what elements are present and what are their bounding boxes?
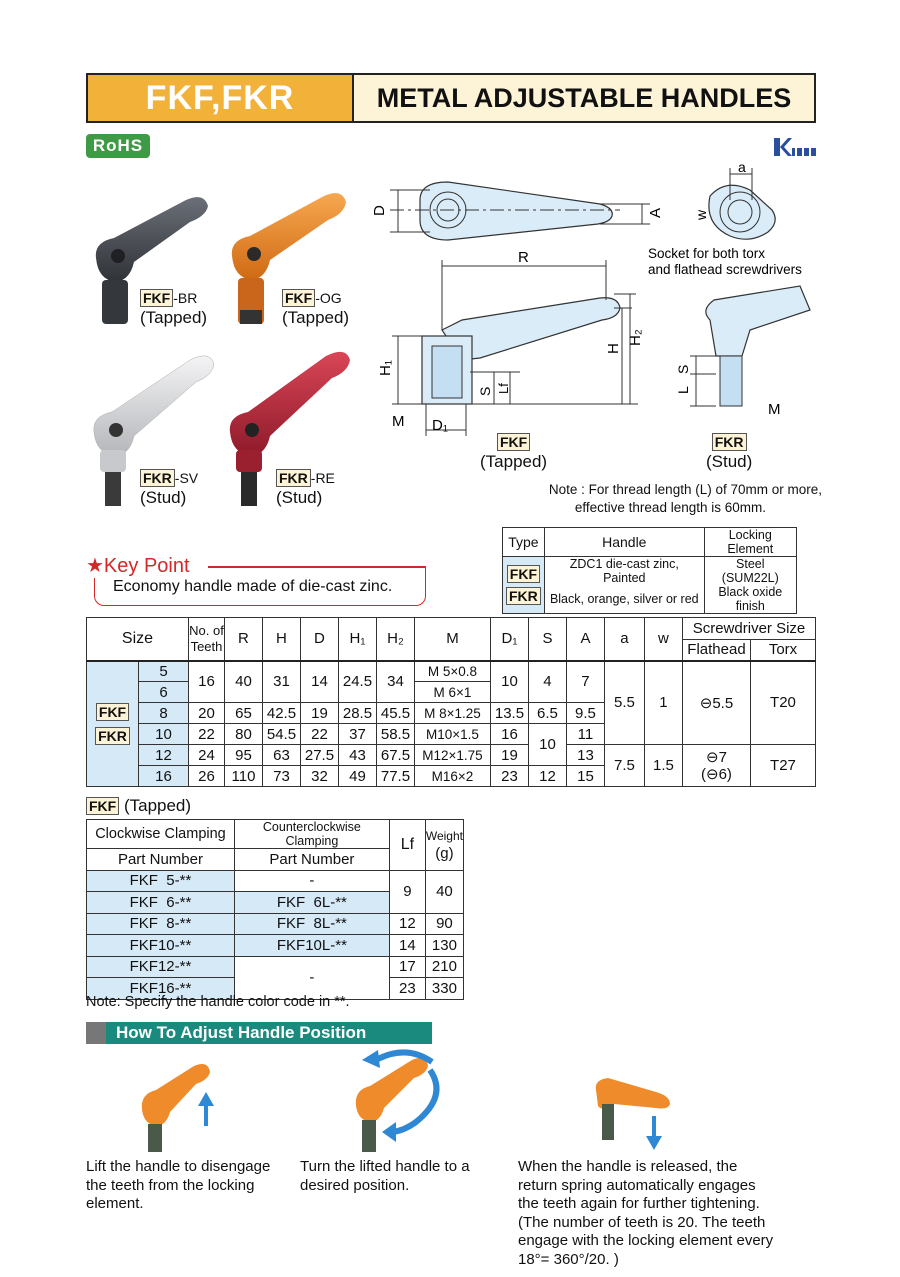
step3-line: 18°= 360°/20. ) xyxy=(518,1250,619,1268)
step3-line: return spring automatically engages xyxy=(518,1176,756,1194)
cw-part: FKF12-** xyxy=(87,956,235,978)
type-cell xyxy=(87,661,139,787)
drawing-type: (Tapped) xyxy=(480,452,548,471)
product-type: (Stud) xyxy=(140,488,187,507)
size-cell: 5 xyxy=(139,661,189,682)
flathead-alt-value: (⊖6) xyxy=(701,765,732,783)
type-tag: FKF xyxy=(86,797,119,815)
dim-label-lf: Lf xyxy=(496,383,511,394)
d-cell: 22 xyxy=(300,724,338,745)
step1-line: Lift the handle to disengage xyxy=(86,1158,271,1175)
col-teeth xyxy=(188,618,224,661)
handle-header: Handle xyxy=(544,528,704,557)
fkr-view xyxy=(706,286,810,356)
col-ccw-pn: Part Number xyxy=(234,849,389,871)
dim-label-fkr-m: M xyxy=(768,401,781,418)
part-table xyxy=(86,819,464,1000)
d1-cell: 19 xyxy=(490,745,528,766)
a-upper-cell: 9.5 xyxy=(566,703,604,724)
cw-part: FKF 5-** xyxy=(87,870,235,892)
h-cell: 31 xyxy=(262,661,300,703)
teeth-cell: 26 xyxy=(188,766,224,787)
w-cell: 1.5 xyxy=(644,745,682,787)
col-w: w xyxy=(644,618,682,661)
a-cell: 7.5 xyxy=(604,745,644,787)
side-view-insert xyxy=(432,346,462,398)
h1-cell: 37 xyxy=(338,724,376,745)
m-cell: M16×2 xyxy=(414,766,490,787)
size-cell: 8 xyxy=(139,703,189,724)
thread-note xyxy=(530,481,822,517)
rotate-arrow-icon-2 xyxy=(382,1122,396,1142)
socket-view xyxy=(709,185,775,239)
color-code: -RE xyxy=(310,470,335,486)
kipp-logo-icon xyxy=(770,134,818,160)
weight-cell: 90 xyxy=(425,913,463,935)
col-d: D xyxy=(300,618,338,661)
size-cell: 10 xyxy=(139,724,189,745)
table-row xyxy=(87,661,816,682)
teeth-cell: 20 xyxy=(188,703,224,724)
m-cell: M 6×1 xyxy=(414,682,490,703)
cw-part: FKF 8-** xyxy=(87,913,235,935)
s-cell: 4 xyxy=(528,661,566,703)
col-weight-label: Weight xyxy=(425,829,463,844)
rotate-arrow-icon xyxy=(362,1050,380,1068)
d1-cell: 23 xyxy=(490,766,528,787)
h-cell: 42.5 xyxy=(262,703,300,724)
flathead-cell: ⊖5.5 xyxy=(682,661,750,745)
col-cw: Clockwise Clamping xyxy=(87,820,235,849)
top-view xyxy=(420,182,612,240)
product-caption-br xyxy=(140,288,207,328)
r-cell: 110 xyxy=(224,766,262,787)
type-tag: FKR xyxy=(712,433,747,451)
type-table xyxy=(502,527,797,614)
dim-label-d1: D₁ xyxy=(432,417,448,434)
s-cell: 10 xyxy=(528,724,566,766)
step3-line: (The number of teeth is 20. The teeth xyxy=(518,1213,766,1231)
col-teeth-line1: No. of xyxy=(189,622,224,638)
drawing-label-fkr xyxy=(706,432,752,472)
col-a-upper: A xyxy=(566,618,604,661)
lf-cell: 9 xyxy=(389,870,425,913)
a-upper-cell: 11 xyxy=(566,724,604,745)
h-cell: 63 xyxy=(262,745,300,766)
torx-cell: T27 xyxy=(750,745,815,787)
locking-material: Steel (SUM22L) xyxy=(704,557,796,586)
r-cell: 40 xyxy=(224,661,262,703)
r-cell: 95 xyxy=(224,745,262,766)
torx-cell: T20 xyxy=(750,661,815,745)
h2-cell: 45.5 xyxy=(376,703,414,724)
product-type: (Stud) xyxy=(276,488,323,507)
product-type: (Tapped) xyxy=(140,308,208,327)
type-tag-fkf: FKF xyxy=(507,565,540,583)
d-cell: 14 xyxy=(300,661,338,703)
type-cell xyxy=(503,557,545,614)
dim-label-a: a xyxy=(738,160,746,175)
type-tag: FKR xyxy=(140,469,175,487)
a-upper-cell: 13 xyxy=(566,745,604,766)
locking-header: Locking Element xyxy=(704,528,796,557)
d1-cell: 10 xyxy=(490,661,528,703)
socket-note-line1: Socket for both torx xyxy=(648,246,766,261)
h2-cell: 34 xyxy=(376,661,414,703)
color-code: -BR xyxy=(173,290,198,306)
table-row xyxy=(87,870,464,892)
size-cell: 6 xyxy=(139,682,189,703)
ccw-part: FKF 8L-** xyxy=(234,913,389,935)
step3-line: When the handle is released, the xyxy=(518,1158,738,1175)
m-cell: M10×1.5 xyxy=(414,724,490,745)
dim-label-h2: H₂ xyxy=(627,329,644,346)
dim-label-s: S xyxy=(477,386,493,396)
size-cell: 16 xyxy=(139,766,189,787)
dim-label-w: w xyxy=(693,209,709,220)
step2-line: Turn the lifted handle to a xyxy=(300,1158,470,1175)
fkr-stud xyxy=(720,356,742,406)
cw-part: FKF10-** xyxy=(87,935,235,957)
h1-cell: 49 xyxy=(338,766,376,787)
type-tag: FKR xyxy=(276,469,311,487)
adjust-step1-image xyxy=(142,1064,214,1152)
r-cell: 80 xyxy=(224,724,262,745)
col-cw-pn: Part Number xyxy=(87,849,235,871)
key-point-title: ★Key Point xyxy=(86,553,194,578)
col-h: H xyxy=(262,618,300,661)
dim-label-r: R xyxy=(518,249,529,266)
m-cell: M 5×0.8 xyxy=(414,661,490,682)
product-code: FKF,FKR xyxy=(88,75,354,121)
weight-cell: 210 xyxy=(425,956,463,978)
page-header xyxy=(86,73,816,123)
adjust-illustrations xyxy=(86,1046,726,1154)
teeth-cell: 24 xyxy=(188,745,224,766)
a-upper-cell: 7 xyxy=(566,661,604,703)
h2-cell: 58.5 xyxy=(376,724,414,745)
handle-material: ZDC1 die-cast zinc, Painted xyxy=(544,557,704,586)
type-header: Type xyxy=(503,528,545,557)
col-lf: Lf xyxy=(389,820,425,871)
table-row xyxy=(87,745,816,766)
d-cell: 19 xyxy=(300,703,338,724)
product-caption-og xyxy=(282,288,349,328)
type-tag-fkf: FKF xyxy=(96,703,129,721)
dim-label-h: H xyxy=(605,343,622,354)
brand-logo xyxy=(770,134,818,160)
key-point-box: Economy handle made of die-cast zinc. xyxy=(94,566,426,606)
h-cell: 73 xyxy=(262,766,300,787)
a-cell: 5.5 xyxy=(604,661,644,745)
weight-cell: 40 xyxy=(425,870,463,913)
technical-drawing xyxy=(370,160,830,490)
m-cell: M12×1.75 xyxy=(414,745,490,766)
r-cell: 65 xyxy=(224,703,262,724)
part-table-type: (Tapped) xyxy=(123,796,192,815)
arrow-up-icon xyxy=(198,1092,214,1126)
page-title: METAL ADJUSTABLE HANDLES xyxy=(354,75,814,121)
locking-finish: Black oxide finish xyxy=(704,585,796,614)
adjust-step1-text xyxy=(86,1158,270,1214)
s-cell: 6.5 xyxy=(528,703,566,724)
col-size: Size xyxy=(87,618,189,661)
step3-line: the teeth again for further tightening. xyxy=(518,1195,760,1212)
type-tag-fkr: FKR xyxy=(506,587,541,605)
cw-part: FKF16-** xyxy=(87,978,235,1000)
type-tag: FKF xyxy=(282,289,315,307)
lf-cell: 17 xyxy=(389,956,425,978)
h2-cell: 67.5 xyxy=(376,745,414,766)
dim-label-m: M xyxy=(392,413,405,430)
dim-label-a-upper: A xyxy=(647,207,664,218)
dim-label-d: D xyxy=(371,205,388,216)
section-title xyxy=(86,1022,432,1044)
section-marker xyxy=(86,1022,106,1044)
adjust-step2-text xyxy=(300,1158,470,1195)
table-row xyxy=(87,913,464,935)
step3-line: engage with the locking element every xyxy=(518,1232,774,1249)
socket-note-line2: and flathead screwdrivers xyxy=(648,262,802,277)
adjust-step3-text xyxy=(518,1158,773,1269)
w-cell: 1 xyxy=(644,661,682,745)
table-row xyxy=(87,935,464,957)
col-a: a xyxy=(604,618,644,661)
handle-colors: Black, orange, silver or red xyxy=(544,585,704,614)
product-caption-sv xyxy=(140,468,198,508)
thread-note-line1: Note : For thread length (L) of 70mm or more, xyxy=(548,482,822,497)
teeth-cell: 22 xyxy=(188,724,224,745)
flathead-value: ⊖7 xyxy=(706,748,727,766)
flathead-cell xyxy=(682,745,750,787)
step1-line: element. xyxy=(86,1195,144,1212)
col-torx: Torx xyxy=(750,640,815,661)
dim-label-fkr-l: L xyxy=(675,386,691,394)
h2-cell: 77.5 xyxy=(376,766,414,787)
col-screwdriver: Screwdriver Size xyxy=(682,618,815,640)
col-m: M xyxy=(414,618,490,661)
type-tag: FKF xyxy=(140,289,173,307)
h1-cell: 43 xyxy=(338,745,376,766)
spec-table xyxy=(86,617,816,787)
type-tag: FKF xyxy=(497,433,530,451)
d-cell: 27.5 xyxy=(300,745,338,766)
part-table-title xyxy=(86,796,191,816)
col-h2: H₂ xyxy=(376,618,414,661)
type-tag-fkr: FKR xyxy=(95,727,130,745)
col-flathead: Flathead xyxy=(682,640,750,661)
weight-cell: 130 xyxy=(425,935,463,957)
cw-part: FKF 6-** xyxy=(87,892,235,914)
h1-cell: 28.5 xyxy=(338,703,376,724)
ccw-part: - xyxy=(234,870,389,892)
adjust-step2-image xyxy=(356,1050,437,1152)
d1-cell: 13.5 xyxy=(490,703,528,724)
table-row xyxy=(87,956,464,978)
color-code: -OG xyxy=(315,290,342,306)
lf-cell: 14 xyxy=(389,935,425,957)
col-h1: H₁ xyxy=(338,618,376,661)
d-cell: 32 xyxy=(300,766,338,787)
h-cell: 54.5 xyxy=(262,724,300,745)
weight-cell: 330 xyxy=(425,978,463,1000)
lf-cell: 12 xyxy=(389,913,425,935)
step2-line: desired position. xyxy=(300,1176,410,1194)
h1-cell: 24.5 xyxy=(338,661,376,703)
col-teeth-line2: Teeth xyxy=(190,638,223,654)
drawing-label-fkf xyxy=(480,432,547,472)
teeth-cell: 16 xyxy=(188,661,224,703)
section-title-text: How To Adjust Handle Position xyxy=(116,1023,367,1042)
thread-note-line2: effective thread length is 60mm. xyxy=(574,500,766,515)
ccw-part: - xyxy=(234,956,389,999)
product-type: (Tapped) xyxy=(282,308,350,327)
col-d1: D₁ xyxy=(490,618,528,661)
arrow-down-icon xyxy=(646,1116,662,1150)
col-ccw: Counterclockwise Clamping xyxy=(234,820,389,849)
ccw-part: FKF 6L-** xyxy=(234,892,389,914)
part-note: Note: Specify the handle color code in **. xyxy=(86,994,350,1010)
col-weight xyxy=(425,820,463,871)
dim-label-fkr-s: S xyxy=(675,364,691,374)
step1-line: the teeth from the locking xyxy=(86,1176,255,1194)
d1-cell: 16 xyxy=(490,724,528,745)
a-upper-cell: 15 xyxy=(566,766,604,787)
ccw-part: FKF10L-** xyxy=(234,935,389,957)
size-cell: 12 xyxy=(139,745,189,766)
col-s: S xyxy=(528,618,566,661)
col-weight-unit: (g) xyxy=(435,845,454,863)
color-code: -SV xyxy=(174,470,199,486)
rohs-badge: RoHS xyxy=(86,134,150,158)
dim-label-h1: H₁ xyxy=(377,360,394,376)
col-r: R xyxy=(224,618,262,661)
lf-cell: 23 xyxy=(389,978,425,1000)
drawing-type: (Stud) xyxy=(706,452,753,471)
product-caption-re xyxy=(276,468,335,508)
s-cell: 12 xyxy=(528,766,566,787)
m-cell: M 8×1.25 xyxy=(414,703,490,724)
adjust-step3-image xyxy=(596,1078,670,1150)
